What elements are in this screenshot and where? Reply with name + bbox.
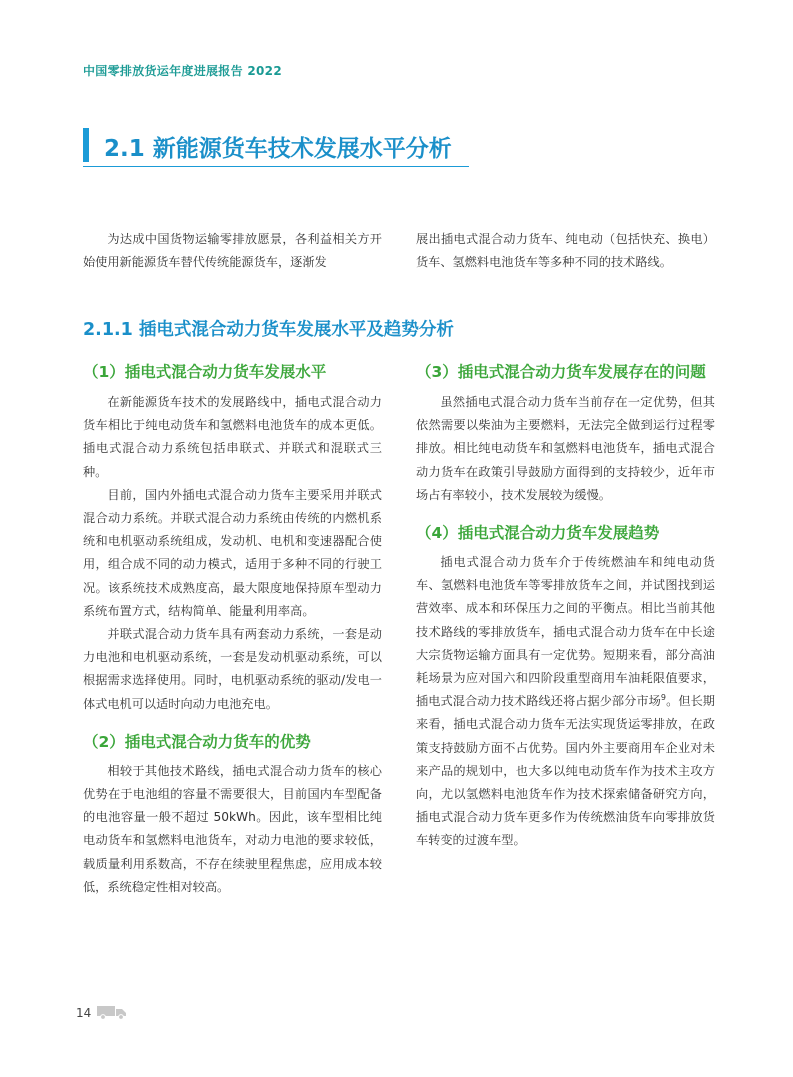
part1-heading: （1）插电式混合动力货车发展水平 [83, 363, 327, 381]
part2-heading: （2）插电式混合动力货车的优势 [83, 732, 311, 751]
part3-heading [416, 360, 715, 384]
right-column [416, 360, 715, 853]
part4-text-a: 插电式混合动力货车介于传统燃油车和纯电动货车、氢燃料电池货车等零排放货车之间，并试图找到运营效率、成本和环保压力之间的平衡点。相比当前其他技术路线的零排放货车，插电式混合动力货车在中长途大宗货物运输方面具有一定优势。短期来看，部分高油耗场景为应对国六和四阶段重型商用车油耗限值要求，插电式混合动力技术路线还将占据少部分市场 [416, 555, 715, 709]
page-number: 14 [76, 1006, 92, 1020]
part1-paragraph: 并联式混合动力货车具有两套动力系统，一套是动力电池和电机驱动系统，一套是发动机驱动系统，可以根据需求选择使用。同时，电机驱动系统的驱动/发电一体式电机可以适时向动力电池充电。 [83, 627, 382, 711]
part1-paragraph: 在新能源货车技术的发展路线中，插电式混合动力货车相比于纯电动货车和氢燃料电池货车的成本更低。插电式混合动力系统包括串联式、并联式和混联式三种。 [83, 395, 382, 479]
intro-left-column [83, 228, 382, 274]
intro-right-column [416, 228, 715, 274]
part4-paragraph [416, 551, 715, 853]
part3-paragraph: 虽然插电式混合动力货车当前存在一定优势，但其依然需要以柴油为主要燃料，无法完全做到运行过程零排放。相比纯电动货车和氢燃料电池货车，插电式混合动力货车在政策引导鼓励方面得到的支持较少，近年市场占有率较小，技术发展较为缓慢。 [416, 395, 715, 502]
left-column [83, 360, 382, 899]
subsection-title: 2.1.1 插电式混合动力货车发展水平及趋势分析 [83, 320, 454, 340]
title-underline [83, 166, 469, 167]
truck-icon [97, 1004, 127, 1020]
part3-heading-text: 插电式混合动力货车发展存在的问题 [457, 363, 706, 381]
intro-paragraph-right: 展出插电式混合动力货车、纯电动（包括快充、换电）货车、氢燃料电池货车等多种不同的技术路线。 [416, 232, 715, 270]
title-accent-bar [83, 128, 89, 162]
part1-paragraph: 目前，国内外插电式混合动力货车主要采用并联式混合动力系统。并联式混合动力系统由传统的内燃机系统和电机驱动系统组成，发动机、电机和变速器配合使用，组合成不同的动力模式，适用于多种不同的行驶工况。该系统技术成熟度高，最大限度地保持原车型动力系统布置方式，结构简单、能量利用率高。 [83, 487, 382, 618]
footnote-marker[interactable]: 9 [660, 693, 667, 703]
intro-paragraph-left: 为达成中国货物运输零排放愿景，各利益相关方开始使用新能源货车替代传统能源货车，逐渐发 [83, 232, 382, 270]
section-title: 2.1 新能源货车技术发展水平分析 [104, 136, 452, 162]
part3-heading-number: （3） [416, 363, 458, 381]
part4-text-b: 。但长期来看，插电式混合动力货车无法实现货运零排放，在政策支持鼓励方面不占优势。国内外主要商用车企业对未来产品的规划中，也大多以纯电动货车作为技术主攻方向，尤以氢燃料电池货车作为技术探索储备研究方向，插电式混合动力货车更多作为传统燃油货车向零排放货车转变的过渡车型。 [416, 694, 715, 848]
running-header: 中国零排放货运年度进展报告 2022 [83, 64, 282, 78]
part4-heading: （4）插电式混合动力货车发展趋势 [416, 524, 660, 543]
part2-paragraph: 相较于其他技术路线，插电式混合动力货车的核心优势在于电池组的容量不需要很大，目前国内车型配备的电池容量一般不超过 50kWh。因此，该车型相比纯电动货车和氢燃料电池货车，对动力电池的要求较低，载质量利用系数高，不存在续驶里程焦虑，应用成本较低，系统稳定性相对较高。 [83, 763, 382, 894]
